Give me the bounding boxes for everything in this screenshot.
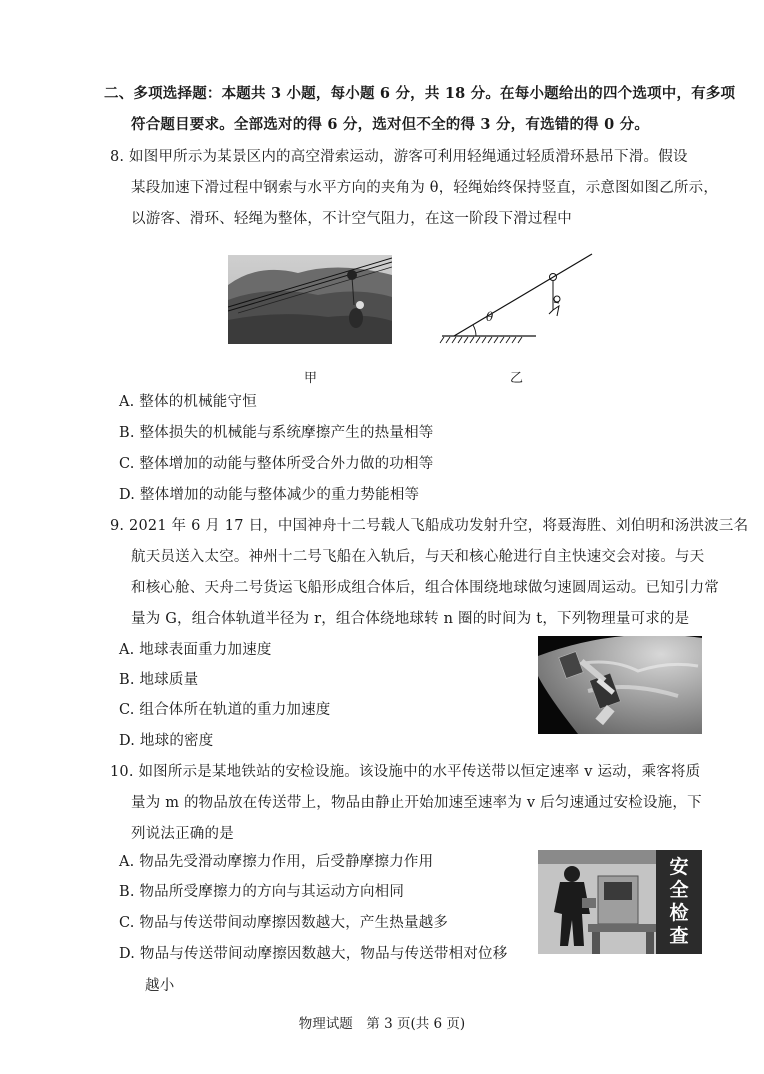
q8-option-d: D. 整体增加的动能与整体减少的重力势能相等 (119, 487, 420, 503)
q10-option-b: B. 物品所受摩擦力的方向与其运动方向相同 (119, 884, 405, 900)
q8-stem-line2: 某段加速下滑过程中钢索与水平方向的夹角为 θ，轻绳始终保持竖直，示意图如图乙所示， (131, 180, 719, 196)
q8-stem-line3: 以游客、滑环、轻绳为整体，不计空气阻力，在这一阶段下滑过程中 (131, 211, 572, 227)
security-sign-char: 安 (669, 856, 689, 878)
q10-stem-line2: 量为 m 的物品放在传送带上，物品由静止开始加速至速率为 v 后匀速通过安检设施，下 (131, 795, 702, 811)
q10-option-d: D. 物品与传送带间动摩擦因数越大，物品与传送带相对位移 (119, 946, 508, 962)
security-sign-char: 查 (669, 925, 689, 947)
q8-option-a: A. 整体的机械能守恒 (119, 394, 257, 410)
q10-stem-line3: 列说法正确的是 (131, 826, 234, 842)
q8-option-c: C. 整体增加的动能与整体所受合外力做的功相等 (119, 456, 434, 472)
q9-stem-line4: 量为 G，组合体轨道半径为 r，组合体绕地球转 n 圈的时间为 t，下列物理量可求的是 (131, 611, 690, 627)
q9-option-d: D. 地球的密度 (119, 733, 214, 749)
space-station-photo (538, 636, 702, 734)
security-sign-char: 全 (669, 879, 689, 901)
q9-stem-line1: 9. 2021 年 6 月 17 日，中国神舟十二号载人飞船成功发射升空，将聂海胜、刘伯明和汤洪波三名 (110, 518, 749, 534)
zipline-photo (228, 255, 392, 344)
q10-option-d-continued: 越小 (145, 978, 175, 994)
q9-option-c: C. 组合体所在轨道的重力加速度 (119, 702, 331, 718)
q9-stem-line3: 和核心舱、天舟二号货运飞船形成组合体后，组合体围绕地球做匀速圆周运动。已知引力常 (131, 580, 719, 596)
angle-theta-label: θ (486, 310, 494, 324)
security-sign-char: 检 (669, 902, 689, 924)
security-check-photo (538, 850, 702, 954)
q8-stem-line1: 8. 如图甲所示为某景区内的高空滑索运动，游客可利用轻绳通过轻质滑环悬吊下滑。假设 (110, 149, 688, 165)
figure-caption-yi: 乙 (510, 371, 524, 386)
q10-stem-line1: 10. 如图所示是某地铁站的安检设施。该设施中的水平传送带以恒定速率 v 运动，乘客将质 (110, 764, 701, 780)
q9-option-b: B. 地球质量 (119, 672, 199, 688)
q9-option-a: A. 地球表面重力加速度 (119, 642, 272, 658)
page-footer: 物理试题 第 3 页(共 6 页) (298, 1016, 466, 1032)
q10-option-a: A. 物品先受滑动摩擦力作用，后受静摩擦力作用 (119, 854, 434, 870)
figure-caption-jia: 甲 (304, 371, 318, 386)
q10-option-c: C. 物品与传送带间动摩擦因数越大，产生热量越多 (119, 915, 449, 931)
section-heading-line2: 符合题目要求。全部选对的得 6 分，选对但不全的得 3 分，有选错的得 0 分。 (131, 116, 650, 133)
security-sign (659, 856, 699, 948)
q9-stem-line2: 航天员送入太空。神州十二号飞船在入轨后，与天和核心舱进行自主快速交会对接。与天 (131, 549, 705, 565)
q8-option-b: B. 整体损失的机械能与系统摩擦产生的热量相等 (119, 425, 434, 441)
zipline-schematic (436, 248, 596, 344)
section-heading-line1: 二、多项选择题：本题共 3 小题，每小题 6 分，共 18 分。在每小题给出的四个选项中，有多项 (104, 85, 736, 102)
